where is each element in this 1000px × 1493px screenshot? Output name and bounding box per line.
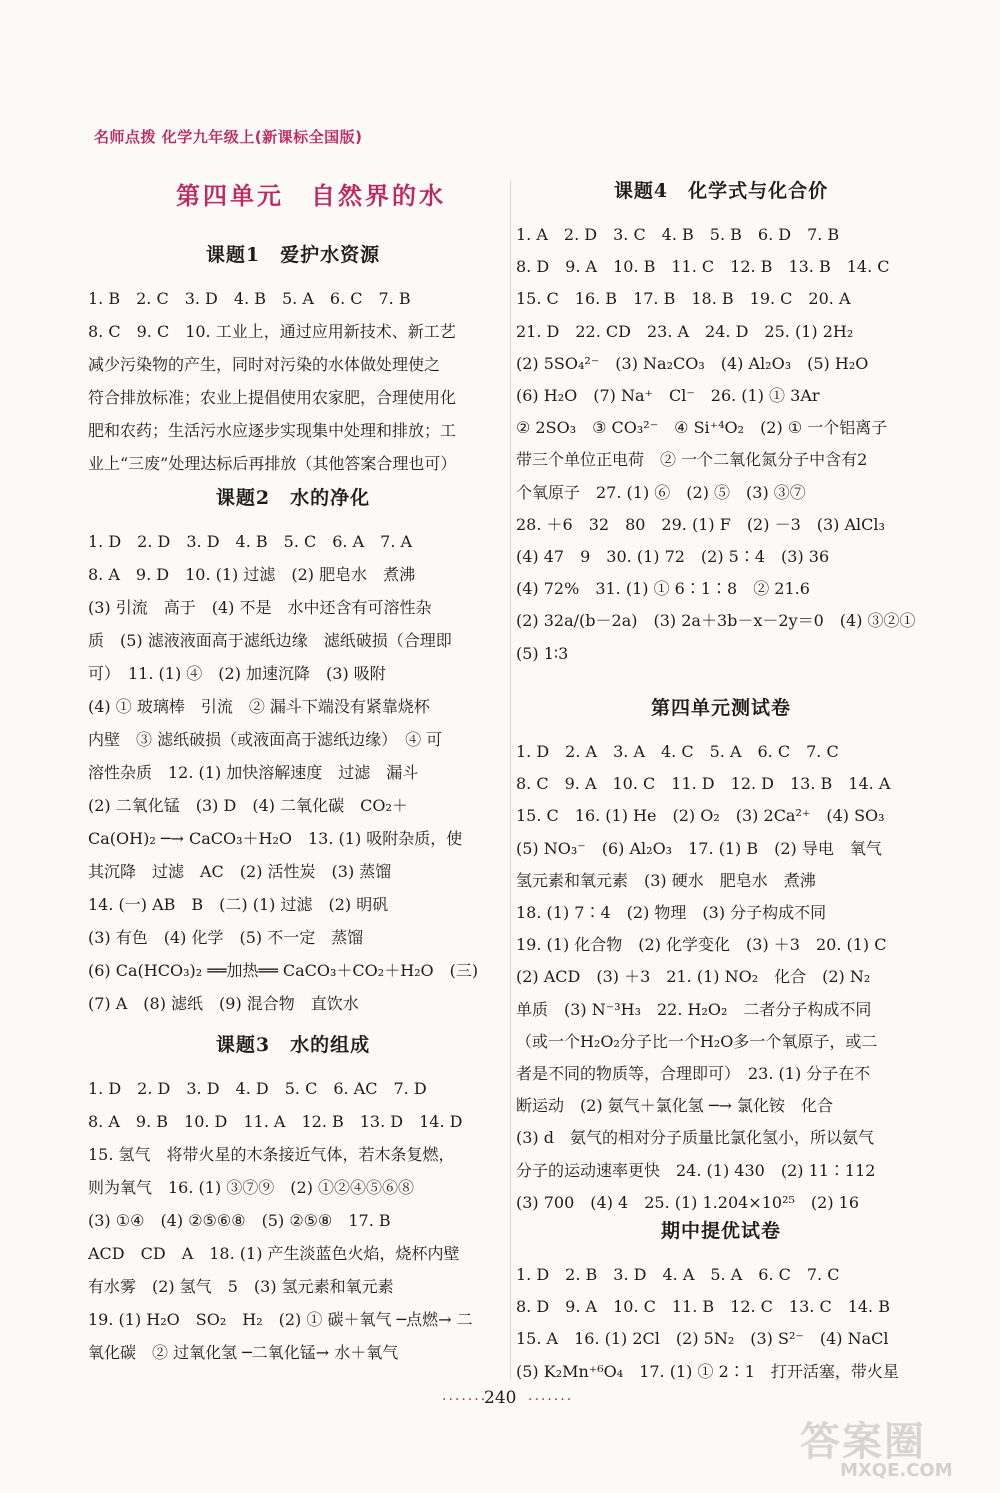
answer-line: 质 (5) 滤液液面高于滤纸边缘 滤纸破损（合理即 bbox=[88, 631, 452, 650]
answer-line: 28. ＋6 32 80 29. (1) F (2) －3 (3) AlCl₃ bbox=[516, 514, 885, 534]
answer-line: 分子的运动速率更快 24. (1) 430 (2) 11∶112 bbox=[516, 1160, 876, 1180]
section-title: 第四单元测试卷 bbox=[650, 697, 791, 719]
answer-line: Ca(OH)₂ ─→ CaCO₃＋H₂O 13. (1) 吸附杂质，使 bbox=[88, 829, 463, 848]
answer-line: 断运动 (2) 氨气＋氯化氢 ─→ 氯化铵 化合 bbox=[516, 1096, 833, 1116]
answer-line: ACD CD A 18. (1) 产生淡蓝色火焰，烧杯内壁 bbox=[88, 1244, 460, 1263]
footer-dots-left: ······· bbox=[442, 1392, 488, 1408]
answer-line: （或一个H₂O₂分子比一个H₂O多一个氧原子，或二 bbox=[516, 1031, 878, 1051]
column-rule bbox=[510, 180, 511, 1380]
footer-dots-right: ······· bbox=[528, 1392, 574, 1408]
answer-line: (2) 二氧化锰 (3) D (4) 二氧化碳 CO₂＋ bbox=[88, 796, 408, 815]
answer-line: (4) ① 玻璃棒 引流 ② 漏斗下端没有紧靠烧杯 bbox=[88, 697, 430, 716]
answer-line: 肥和农药；生活污水应逐步实现集中处理和排放；工 bbox=[88, 421, 457, 440]
answer-line: (5) K₂Mn⁺⁶O₄ 17. (1) ① 2∶1 打开活塞，带火星 bbox=[516, 1361, 899, 1381]
answer-line: 内壁 ③ 滤纸破损（或液面高于滤纸边缘） ④ 可 bbox=[88, 730, 443, 749]
answer-line: 业上“三废”处理达标后再排放（其他答案合理也可） bbox=[88, 454, 457, 473]
watermark-logo-text: 答案圈 bbox=[800, 1419, 926, 1465]
watermark-url: MXQE.COM bbox=[840, 1460, 953, 1481]
section-title: 课题1 爱护水资源 bbox=[205, 244, 381, 266]
answer-line: 8. C 9. A 10. C 11. D 12. D 13. B 14. A bbox=[516, 774, 891, 794]
answer-line: ② 2SO₃ ③ CO₃²⁻ ④ Si⁺⁴O₂ (2) ① 一个铝离子 bbox=[516, 418, 888, 438]
answer-line: (3) 有色 (4) 化学 (5) 不一定 蒸馏 bbox=[88, 928, 364, 947]
answer-line: 14. (一) AB B (二) (1) 过滤 (2) 明矾 bbox=[88, 895, 389, 914]
answer-line: (2) ACD (3) ＋3 21. (1) NO₂ 化合 (2) N₂ bbox=[516, 967, 871, 987]
answer-line: 8. D 9. A 10. B 11. C 12. B 13. B 14. C bbox=[516, 257, 890, 277]
answer-line: 1. A 2. D 3. C 4. B 5. B 6. D 7. B bbox=[516, 225, 840, 244]
answer-line: 15. 氢气 将带火星的木条接近气体，若木条复燃， bbox=[88, 1145, 455, 1164]
answer-line: (6) H₂O (7) Na⁺ Cl⁻ 26. (1) ① 3Ar bbox=[516, 386, 820, 405]
page-number: 240 bbox=[484, 1388, 517, 1408]
answer-line: 18. (1) 7∶4 (2) 物理 (3) 分子构成不同 bbox=[516, 903, 827, 922]
answer-line: 者是不同的物质等，合理即可） 23. (1) 分子在不 bbox=[516, 1064, 871, 1083]
answer-line: 1. D 2. B 3. D 4. A 5. A 6. C 7. C bbox=[516, 1265, 840, 1284]
answer-line: 1. D 2. A 3. A 4. C 5. A 6. C 7. C bbox=[516, 742, 839, 761]
answer-line: 1. D 2. D 3. D 4. B 5. C 6. A 7. A bbox=[88, 532, 413, 551]
answer-line: 1. D 2. D 3. D 4. D 5. C 6. AC 7. D bbox=[88, 1079, 427, 1098]
answer-line: (3) d 氨气的相对分子质量比氯化氢小，所以氨气 bbox=[516, 1128, 874, 1148]
answer-line: (3) 700 (4) 4 25. (1) 1.204×10²⁵ (2) 16 bbox=[516, 1192, 860, 1212]
answer-line: 15. A 16. (1) 2Cl (2) 5N₂ (3) S²⁻ (4) NaCl bbox=[516, 1329, 889, 1349]
answer-line: 单质 (3) N⁻³H₃ 22. H₂O₂ 二者分子构成不同 bbox=[516, 999, 872, 1019]
answer-line: (2) 32a/(b－2a) (3) 2a＋3b－x－2y＝0 (4) ③②① bbox=[516, 611, 916, 631]
answer-line: 21. D 22. CD 23. A 24. D 25. (1) 2H₂ bbox=[516, 321, 854, 341]
answer-line: 氧化碳 ② 过氧化氢 ─二氧化锰→ 水＋氧气 bbox=[88, 1343, 399, 1362]
answer-line: 1. B 2. C 3. D 4. B 5. A 6. C 7. B bbox=[88, 289, 411, 308]
answer-line: 有水雾 (2) 氢气 5 (3) 氢元素和氧元素 bbox=[88, 1277, 394, 1296]
answer-line: 氢元素和氧元素 (3) 硬水 肥皂水 煮沸 bbox=[516, 870, 816, 890]
answer-line: (5) 1∶3 bbox=[516, 643, 569, 663]
answer-line: (4) 72% 31. (1) ① 6∶1∶8 ② 21.6 bbox=[516, 579, 810, 599]
answer-line: 其沉降 过滤 AC (2) 活性炭 (3) 蒸馏 bbox=[88, 862, 392, 881]
unit-title: 第四单元 自然界的水 bbox=[176, 181, 446, 210]
answer-line: 减少污染物的产生，同时对污染的水体做处理使之 bbox=[88, 355, 441, 374]
watermark bbox=[800, 1410, 990, 1485]
section-title: 课题4 化学式与化合价 bbox=[613, 180, 829, 202]
answer-line: 可） 11. (1) ④ (2) 加速沉降 (3) 吸附 bbox=[88, 664, 386, 683]
answer-line: 19. (1) H₂O SO₂ H₂ (2) ① 碳＋氧气 ─点燃→ 二 bbox=[88, 1310, 473, 1329]
answer-line: 8. A 9. B 10. D 11. A 12. B 13. D 14. D bbox=[88, 1112, 463, 1131]
answer-line: (3) ①④ (4) ②⑤⑥⑧ (5) ②⑤⑧ 17. B bbox=[88, 1211, 391, 1230]
answer-line: (4) 47 9 30. (1) 72 (2) 5∶4 (3) 36 bbox=[516, 547, 830, 566]
answer-line: (7) A (8) 滤纸 (9) 混合物 直饮水 bbox=[88, 994, 359, 1013]
answer-line: 溶性杂质 12. (1) 加快溶解速度 过滤 漏斗 bbox=[88, 763, 419, 782]
answer-line: 个氧原子 27. (1) ⑥ (2) ⑤ (3) ③⑦ bbox=[516, 482, 806, 502]
answer-line: 则为氧气 16. (1) ③⑦⑨ (2) ①②④⑤⑥⑧ bbox=[88, 1178, 415, 1197]
answer-line: 带三个单位正电荷 ② 一个二氧化氮分子中含有2 bbox=[516, 450, 868, 470]
answer-line: (6) Ca(HCO₃)₂ ══加热══ CaCO₃＋CO₂＋H₂O (三) bbox=[88, 961, 479, 980]
answer-line: (3) 引流 高于 (4) 不是 水中还含有可溶性杂 bbox=[88, 598, 432, 617]
answer-line: 15. C 16. (1) He (2) O₂ (3) 2Ca²⁺ (4) SO₃ bbox=[516, 806, 885, 826]
answer-line: 8. D 9. A 10. C 11. B 12. C 13. C 14. B bbox=[516, 1297, 890, 1317]
answer-line: 15. C 16. B 17. B 18. B 19. C 20. A bbox=[516, 289, 851, 309]
answer-line: (5) NO₃⁻ (6) Al₂O₃ 17. (1) B (2) 导电 氧气 bbox=[516, 838, 882, 858]
answer-line: (2) 5SO₄²⁻ (3) Na₂CO₃ (4) Al₂O₃ (5) H₂O bbox=[516, 353, 869, 373]
section-title: 课题3 水的组成 bbox=[215, 1034, 371, 1056]
answer-line: 8. A 9. D 10. (1) 过滤 (2) 肥皂水 煮沸 bbox=[88, 565, 416, 584]
answer-line: 19. (1) 化合物 (2) 化学变化 (3) ＋3 20. (1) C bbox=[516, 935, 887, 955]
section-title: 课题2 水的净化 bbox=[215, 487, 371, 509]
answer-line: 8. C 9. C 10. 工业上，通过应用新技术、新工艺 bbox=[88, 322, 456, 341]
answer-line: 符合排放标准；农业上提倡使用农家肥，合理使用化 bbox=[88, 388, 457, 407]
section-title: 期中提优试卷 bbox=[660, 1220, 781, 1242]
book-header: 名师点拨 化学九年级上(新课标全国版) bbox=[94, 128, 363, 146]
